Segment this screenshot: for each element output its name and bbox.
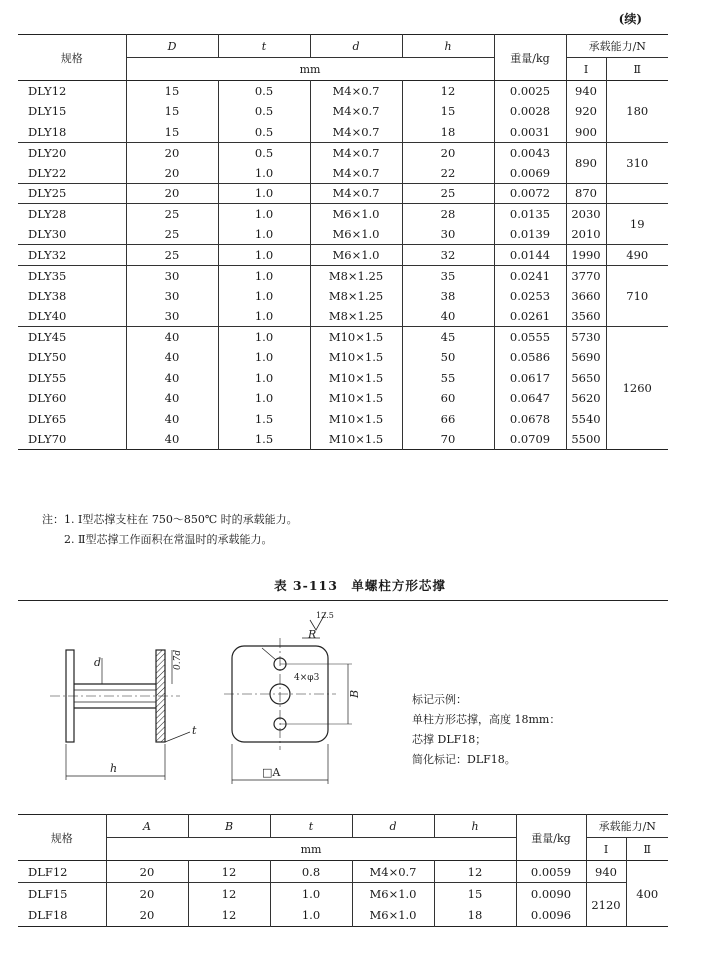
cell-spec: DLY18 (28, 124, 67, 139)
cell-D: 40 (126, 327, 218, 348)
cell-cap2: 400 (626, 861, 668, 927)
table-row (18, 861, 668, 883)
label-h: h (110, 762, 118, 775)
cell-cap1: 5730 (566, 327, 606, 348)
cell-B: 12 (188, 905, 270, 927)
cell-d: M6×1.0 (352, 905, 434, 927)
header-t: t (270, 815, 352, 838)
cell-cap2: 1260 (606, 327, 668, 450)
cell-spec: DLY22 (28, 165, 67, 180)
table-row (18, 306, 668, 327)
cell-d: M4×0.7 (352, 861, 434, 883)
cell-spec: DLY40 (28, 309, 67, 323)
cell-t: 1.0 (218, 245, 310, 266)
cell-spec: DLY65 (28, 411, 67, 426)
header-unit: mm (126, 58, 494, 81)
table-row (18, 905, 668, 927)
table-row (18, 368, 668, 389)
header-d: d (310, 35, 402, 58)
cell-t: 1.0 (218, 347, 310, 368)
cell-t: 1.0 (218, 163, 310, 184)
header-h: h (402, 35, 494, 58)
cell-w: 0.0261 (494, 306, 566, 327)
table-row (18, 183, 668, 204)
cell-d: M8×1.25 (310, 265, 402, 286)
cell-t: 0.5 (218, 122, 310, 143)
cell-cap1: 870 (566, 183, 606, 204)
title-rule (18, 600, 668, 601)
header-cap1: Ⅰ (566, 58, 606, 81)
cell-h: 30 (402, 224, 494, 245)
cell-cap1: 3560 (566, 306, 606, 327)
cell-t: 1.5 (218, 409, 310, 430)
cell-w: 0.0144 (494, 245, 566, 266)
cell-d: M4×0.7 (310, 122, 402, 143)
cell-d: M4×0.7 (310, 183, 402, 204)
cell-t: 1.0 (218, 204, 310, 225)
cell-D: 20 (126, 142, 218, 163)
cell-d: M4×0.7 (310, 142, 402, 163)
cell-t: 0.5 (218, 101, 310, 122)
table-row (18, 388, 668, 409)
cell-t: 1.0 (218, 265, 310, 286)
cell-w: 0.0028 (494, 101, 566, 122)
cell-d: M6×1.0 (310, 204, 402, 225)
cell-h: 15 (402, 101, 494, 122)
cell-cap2: 180 (606, 81, 668, 143)
cell-D: 20 (126, 183, 218, 204)
cell-D: 30 (126, 265, 218, 286)
label-07d: 0.7d (173, 649, 183, 670)
cell-A: 20 (106, 861, 188, 883)
cell-D: 20 (126, 163, 218, 184)
cell-D: 40 (126, 347, 218, 368)
cell-cap1: 920 (566, 101, 606, 122)
roughness-value: 12.5 (316, 611, 334, 620)
table-row (18, 265, 668, 286)
cell-spec: DLF12 (28, 864, 68, 879)
cell-d: M6×1.0 (310, 245, 402, 266)
marking-line-3: 芯撑 DLF18； (412, 733, 487, 746)
cell-A: 20 (106, 905, 188, 927)
cell-d: M10×1.5 (310, 388, 402, 409)
header-unit: mm (106, 838, 516, 861)
cell-D: 25 (126, 224, 218, 245)
cell-D: 40 (126, 409, 218, 430)
cell-spec: DLY60 (28, 391, 67, 406)
cell-D: 40 (126, 368, 218, 389)
cell-d: M10×1.5 (310, 429, 402, 450)
cell-spec: DLY30 (28, 227, 67, 241)
cell-D: 25 (126, 245, 218, 266)
cell-spec: DLY32 (28, 247, 67, 262)
table-row (18, 81, 668, 102)
table-row (18, 142, 668, 163)
cell-cap2: 310 (606, 142, 668, 183)
cell-d: M6×1.0 (352, 883, 434, 905)
cell-D: 40 (126, 429, 218, 450)
cell-t: 1.0 (218, 306, 310, 327)
cell-D: 15 (126, 81, 218, 102)
cell-cap1: 5540 (566, 409, 606, 430)
label-holes: 4×φ3 (294, 673, 320, 683)
cell-cap1: 5690 (566, 347, 606, 368)
cell-w: 0.0096 (516, 905, 586, 927)
cell-t: 1.5 (218, 429, 310, 450)
cell-B: 12 (188, 861, 270, 883)
cell-cap1: 940 (566, 81, 606, 102)
cell-d: M10×1.5 (310, 347, 402, 368)
cell-w: 0.0043 (494, 142, 566, 163)
label-A: □A (262, 766, 281, 779)
spec-table-dly (18, 34, 668, 450)
cell-spec: DLY50 (28, 350, 67, 365)
cell-h: 15 (434, 883, 516, 905)
cell-h: 40 (402, 306, 494, 327)
cell-w: 0.0709 (494, 429, 566, 450)
table-row (18, 409, 668, 430)
cell-h: 28 (402, 204, 494, 225)
header-D: D (126, 35, 218, 58)
cell-h: 32 (402, 245, 494, 266)
cell-D: 30 (126, 306, 218, 327)
cell-d: M6×1.0 (310, 224, 402, 245)
cell-d: M10×1.5 (310, 409, 402, 430)
cell-cap2: 710 (606, 265, 668, 327)
table-row (18, 245, 668, 266)
label-d: d (94, 656, 102, 669)
cell-d: M10×1.5 (310, 327, 402, 348)
cell-h: 12 (434, 861, 516, 883)
table-row (18, 204, 668, 225)
marking-line-1: 标记示例： (412, 693, 467, 706)
cell-h: 70 (402, 429, 494, 450)
cell-t: 0.8 (270, 861, 352, 883)
cell-spec: DLY70 (28, 432, 67, 446)
cell-t: 1.0 (218, 224, 310, 245)
note-2: 2. Ⅱ型芯撑工作面积在常温时的承载能力。 (64, 533, 273, 546)
core-support-drawing (40, 608, 400, 798)
cell-w: 0.0253 (494, 286, 566, 307)
table-row (18, 122, 668, 143)
cell-D: 40 (126, 388, 218, 409)
header-A: A (106, 815, 188, 838)
cell-w: 0.0059 (516, 861, 586, 883)
cell-spec: DLY28 (28, 207, 67, 221)
cell-w: 0.0139 (494, 224, 566, 245)
table-row (18, 224, 668, 245)
cell-cap1: 5500 (566, 429, 606, 450)
cell-spec: DLY12 (28, 84, 67, 98)
note-1: 注：1. Ⅰ型芯撑支柱在 750～850℃ 时的承载能力。 (42, 513, 298, 526)
marking-example (412, 690, 560, 770)
cell-t: 0.5 (218, 142, 310, 163)
cell-w: 0.0647 (494, 388, 566, 409)
header-cap2: Ⅱ (626, 838, 668, 861)
marking-line-4: 简化标记：DLF18。 (412, 753, 516, 766)
cell-h: 50 (402, 347, 494, 368)
header-t: t (218, 35, 310, 58)
cell-spec: DLY25 (28, 186, 67, 201)
cell-w: 0.0069 (494, 163, 566, 184)
header-cap2: Ⅱ (606, 58, 668, 81)
cell-t: 1.0 (218, 368, 310, 389)
cell-w: 0.0617 (494, 368, 566, 389)
cell-h: 55 (402, 368, 494, 389)
cell-cap1: 3770 (566, 265, 606, 286)
table-row (18, 101, 668, 122)
label-t: t (192, 724, 197, 737)
header-B: B (188, 815, 270, 838)
cell-cap1: 890 (566, 142, 606, 183)
cell-cap1: 940 (586, 861, 626, 883)
cell-t: 1.0 (270, 905, 352, 927)
cell-t: 1.0 (218, 327, 310, 348)
cell-d: M4×0.7 (310, 81, 402, 102)
cell-w: 0.0072 (494, 183, 566, 204)
cell-spec: DLY45 (28, 330, 67, 344)
cell-h: 18 (434, 905, 516, 927)
cell-cap2: 490 (606, 245, 668, 266)
cell-h: 45 (402, 327, 494, 348)
cell-h: 35 (402, 265, 494, 286)
cell-cap1: 2120 (586, 883, 626, 927)
notes (42, 510, 298, 550)
cell-spec: DLF18 (28, 908, 68, 923)
cell-h: 18 (402, 122, 494, 143)
spec-table-dlf (18, 814, 668, 927)
cell-cap1: 2030 (566, 204, 606, 225)
continued-label: (续) (618, 12, 642, 26)
cell-cap1: 900 (566, 122, 606, 143)
cell-cap1: 5620 (566, 388, 606, 409)
cell-spec: DLY55 (28, 370, 67, 385)
cell-D: 30 (126, 286, 218, 307)
header-capacity: 承载能力/N (566, 35, 668, 58)
header-weight: 重量/kg (516, 815, 586, 861)
cell-spec: DLY38 (28, 288, 67, 303)
marking-line-2: 单柱方形芯撑，高度 18mm： (412, 713, 561, 726)
cell-w: 0.0241 (494, 265, 566, 286)
cell-d: M4×0.7 (310, 101, 402, 122)
cell-A: 20 (106, 883, 188, 905)
cell-cap2 (606, 183, 668, 204)
table-title: 表 3-113 单螺柱方形芯撑 (274, 578, 446, 593)
cell-D: 25 (126, 204, 218, 225)
cell-h: 25 (402, 183, 494, 204)
cell-w: 0.0025 (494, 81, 566, 102)
header-weight: 重量/kg (494, 35, 566, 81)
cell-D: 15 (126, 122, 218, 143)
cell-cap1: 5650 (566, 368, 606, 389)
cell-w: 0.0031 (494, 122, 566, 143)
cell-h: 22 (402, 163, 494, 184)
table-row (18, 347, 668, 368)
cell-spec: DLY35 (28, 268, 67, 283)
header-cap1: Ⅰ (586, 838, 626, 861)
cell-h: 66 (402, 409, 494, 430)
cell-t: 0.5 (218, 81, 310, 102)
cell-cap1: 3660 (566, 286, 606, 307)
cell-d: M8×1.25 (310, 286, 402, 307)
header-d: d (352, 815, 434, 838)
cell-w: 0.0586 (494, 347, 566, 368)
cell-t: 1.0 (270, 883, 352, 905)
cell-h: 20 (402, 142, 494, 163)
cell-d: M4×0.7 (310, 163, 402, 184)
cell-spec: DLY15 (28, 104, 67, 119)
cell-h: 12 (402, 81, 494, 102)
cell-w: 0.0555 (494, 327, 566, 348)
cell-cap2: 19 (606, 204, 668, 245)
label-B: B (348, 689, 361, 698)
cell-t: 1.0 (218, 286, 310, 307)
cell-w: 0.0090 (516, 883, 586, 905)
cell-spec: DLF15 (28, 886, 68, 901)
cell-t: 1.0 (218, 388, 310, 409)
header-spec: 规格 (18, 35, 126, 81)
header-capacity: 承载能力/N (586, 815, 668, 838)
cell-t: 1.0 (218, 183, 310, 204)
cell-w: 0.0135 (494, 204, 566, 225)
cell-cap1: 1990 (566, 245, 606, 266)
cell-B: 12 (188, 883, 270, 905)
cell-D: 15 (126, 101, 218, 122)
cell-spec: DLY20 (28, 145, 67, 160)
table-row (18, 286, 668, 307)
cell-h: 38 (402, 286, 494, 307)
cell-h: 60 (402, 388, 494, 409)
cell-cap1: 2010 (566, 224, 606, 245)
table-row (18, 429, 668, 450)
header-h: h (434, 815, 516, 838)
cell-w: 0.0678 (494, 409, 566, 430)
table-row (18, 883, 668, 905)
label-R: R (308, 628, 317, 641)
table-row (18, 327, 668, 348)
header-spec: 规格 (18, 815, 106, 861)
cell-d: M10×1.5 (310, 368, 402, 389)
cell-d: M8×1.25 (310, 306, 402, 327)
